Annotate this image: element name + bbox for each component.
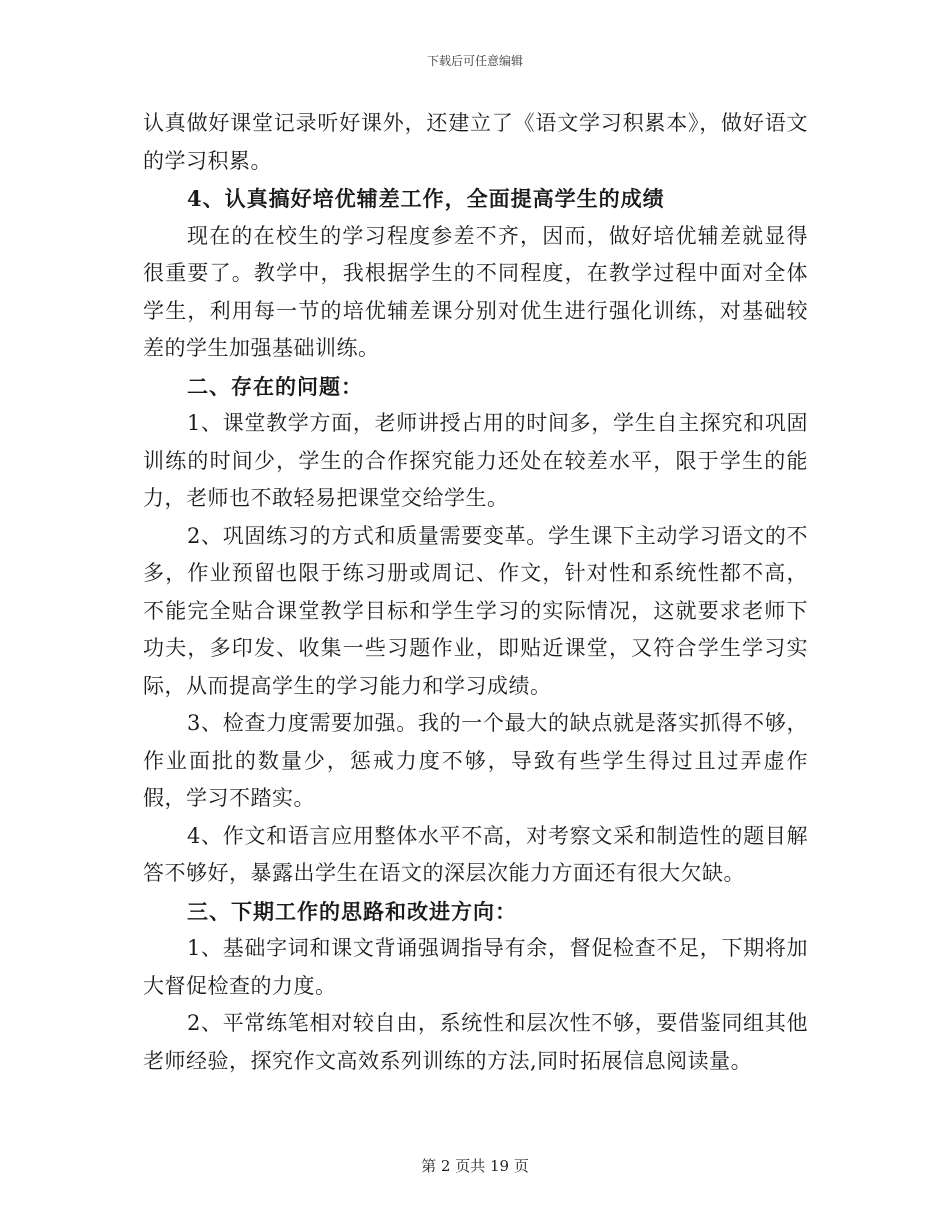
section-heading-next-term: 三、下期工作的思路和改进方向： <box>187 898 517 924</box>
paragraph-tutoring: 现在的在校生的学习程度参差不齐，因而，做好培优辅差就显得很重要了。教学中，我根据学生的不同程度，在教学过程中面对全体学生，利用每一节的培优辅差课分别对优生进行强化训练，对基础较差的学生加强基础训练。 <box>143 223 808 360</box>
page-header: 下载后可任意编辑 <box>426 54 523 68</box>
paragraph-continuation: 认真做好课堂记录听好课外，还建立了《语文学习积累本》，做好语文的学习积累。 <box>143 111 808 173</box>
paragraph-problem-3: 3、检查力度需要加强。我的一个最大的缺点就是落实抓得不够，作业面批的数量少，惩戒力度不够，导致有些学生得过且过弄虚作假，学习不踏实。 <box>143 711 808 810</box>
paragraph-plan-2: 2、平常练笔相对较自由，系统性和层次性不够，要借鉴同组其他老师经验，探究作文高效系列训练的方法,同时拓展信息阅读量。 <box>143 1011 808 1073</box>
paragraph-problem-1: 1、课堂教学方面，老师讲授占用的时间多，学生自主探究和巩固训练的时间少，学生的合作探究能力还处在较差水平，限于学生的能力，老师也不敢轻易把课堂交给学生。 <box>143 411 808 510</box>
section-heading-tutoring: 4、认真搞好培优辅差工作，全面提高学生的成绩 <box>187 186 665 211</box>
paragraph-problem-2: 2、巩固练习的方式和质量需要变革。学生课下主动学习语文的不多，作业预留也限于练习册或周记、作文，针对性和系统性都不高，不能完全贴合课堂教学目标和学生学习的实际情况，这就要求老师下功夫，多印发、收集一些习题作业，即贴近课堂，又符合学生学习实际，从而提高学生的学习能力和学习成绩。 <box>143 523 808 698</box>
paragraph-problem-4: 4、作文和语言应用整体水平不高，对考察文采和制造性的题目解答不够好，暴露出学生在语文的深层次能力方面还有很大欠缺。 <box>143 823 808 885</box>
page-number: 第 2 页共 19 页 <box>421 1157 529 1175</box>
document-body <box>143 105 808 1080</box>
paragraph-plan-1: 1、基础字词和课文背诵强调指导有余，督促检查不足，下期将加大督促检查的力度。 <box>143 936 808 998</box>
section-heading-problems: 二、存在的问题： <box>187 373 363 399</box>
